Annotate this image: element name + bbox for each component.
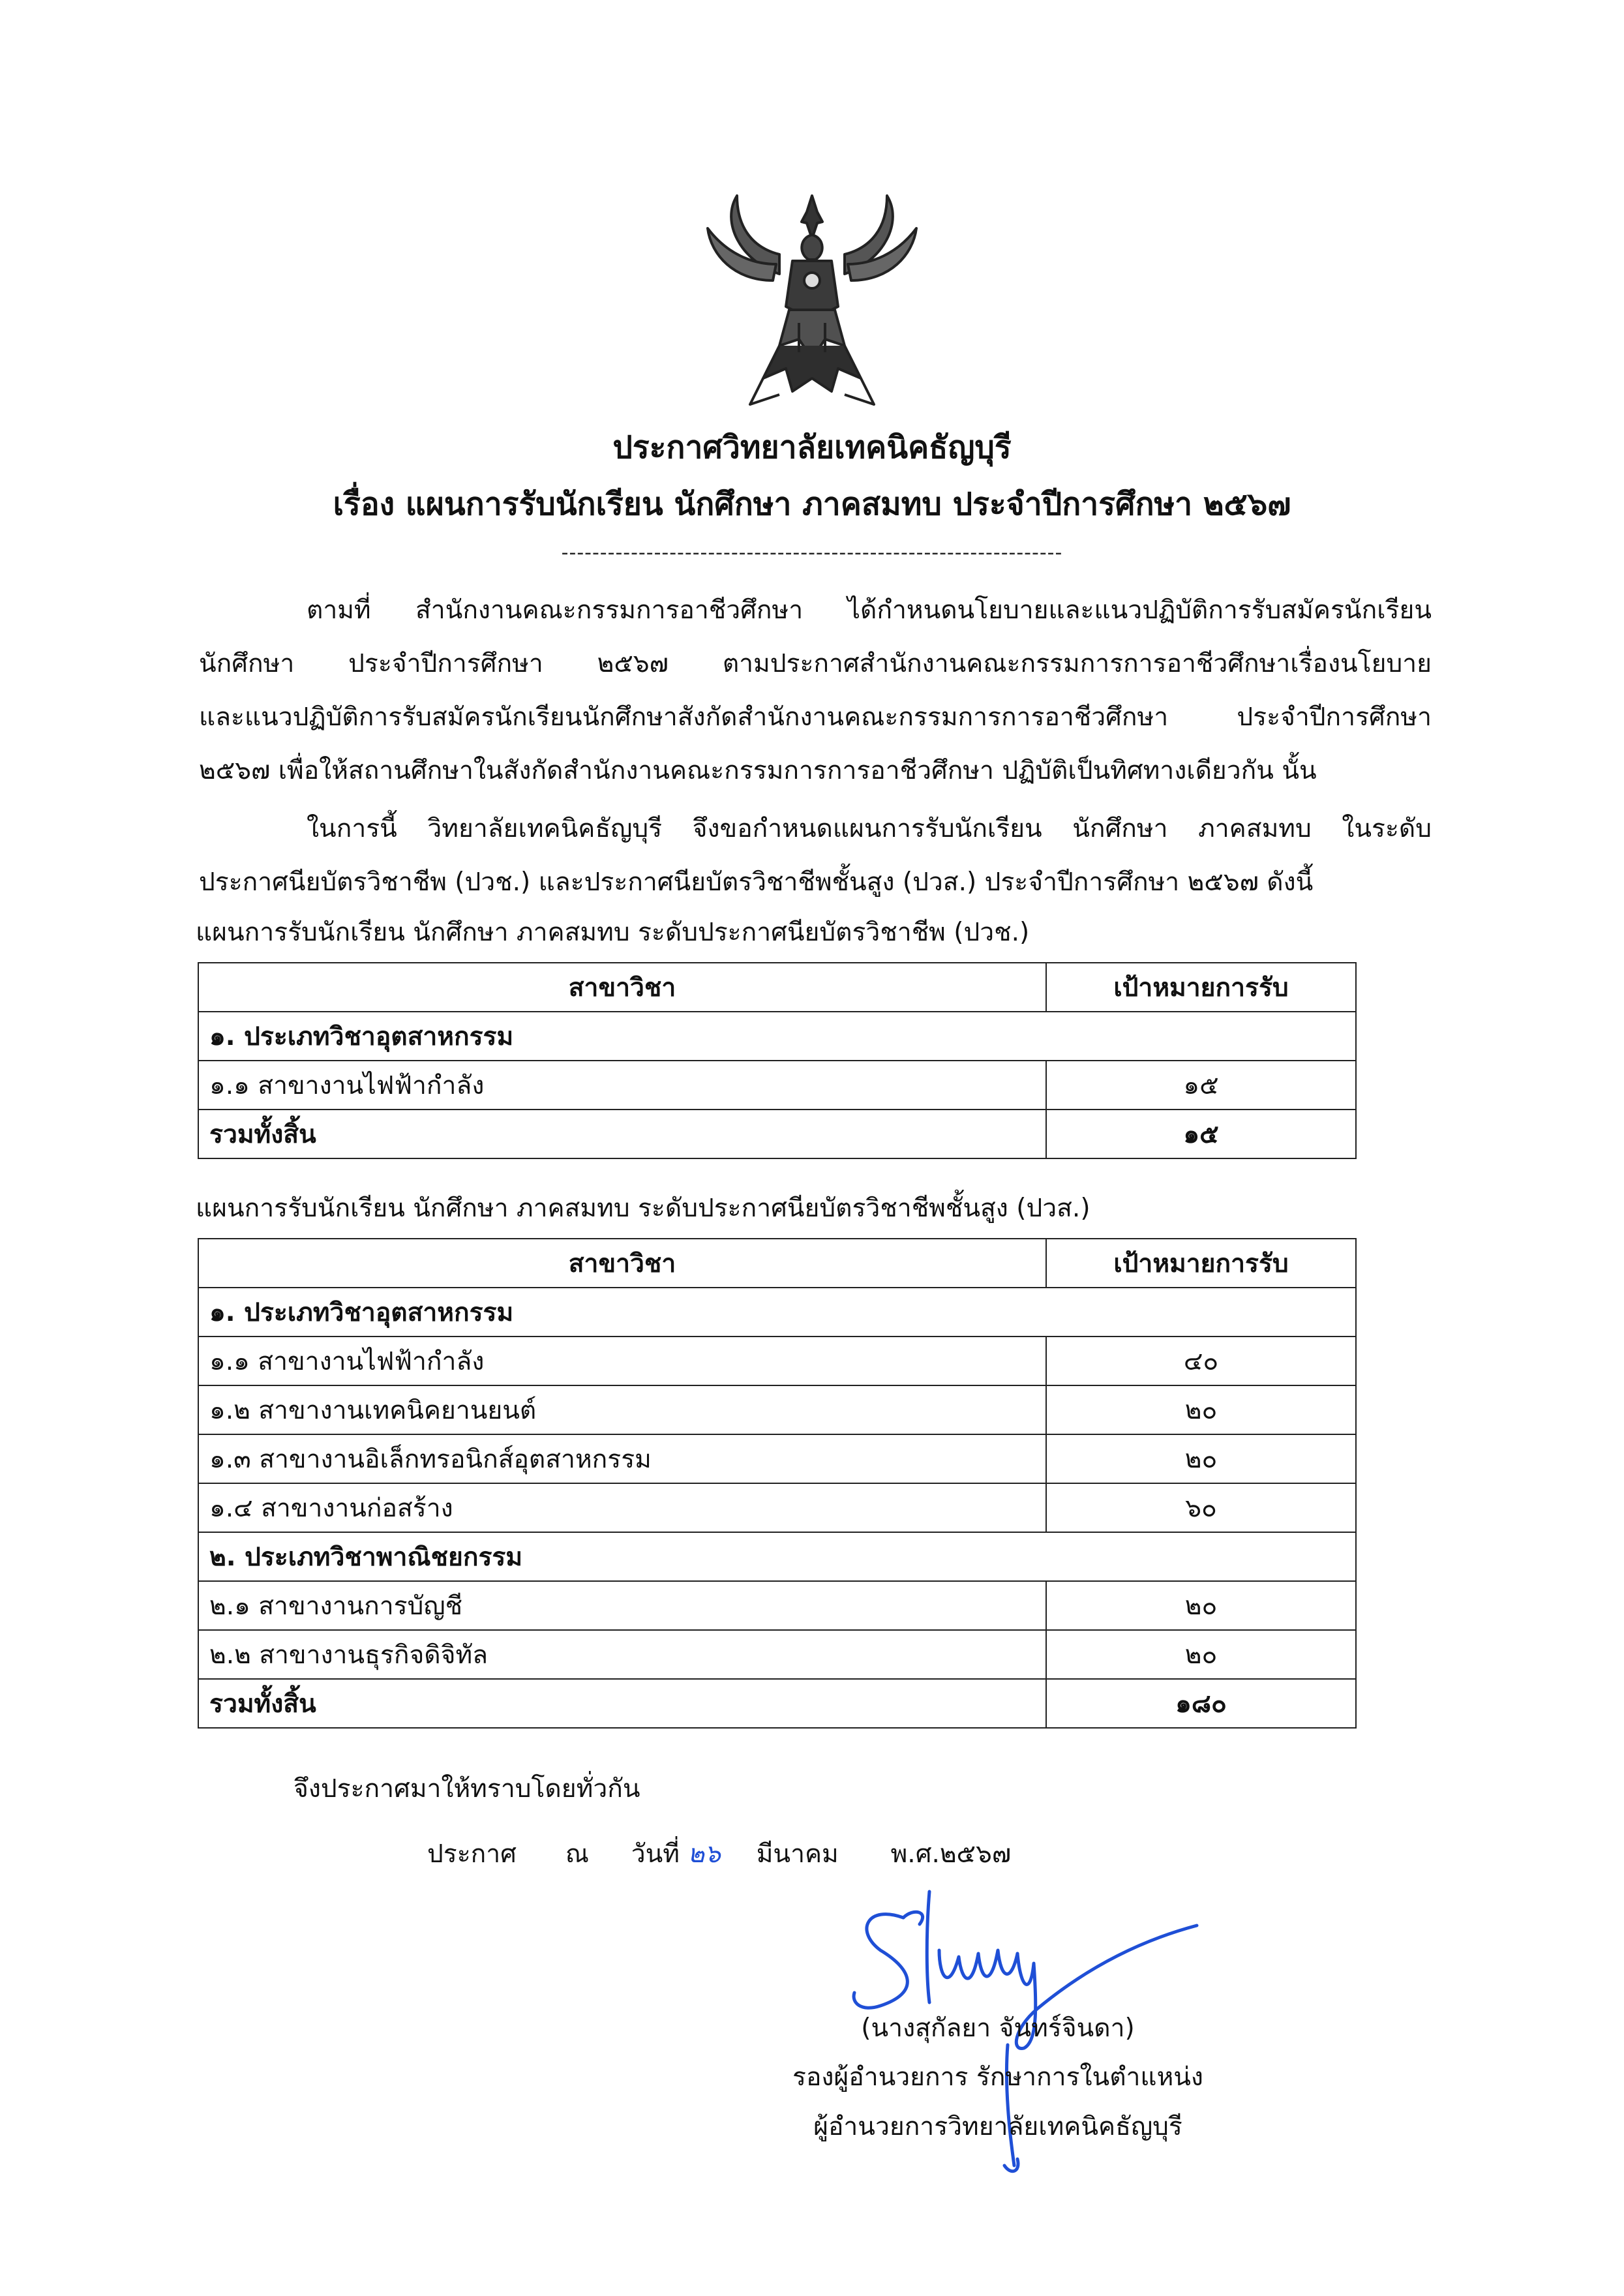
paragraph-line: ในการนี้ วิทยาลัยเทคนิคธัญบุรี จึงขอกำหนดแผนการรับนักเรียน นักศึกษา ภาคสมทบ ในระดับ: [307, 814, 1432, 843]
category-row: ๒. ประเภทวิชาพาณิชยกรรม: [198, 1532, 1356, 1581]
signer-position-1: รองผู้อำนวยการ รักษาการในตำแหน่ง: [792, 2062, 1203, 2092]
signer-position-2: ผู้อำนวยการวิทยาลัยเทคนิคธัญบุรี: [813, 2112, 1182, 2141]
paragraph-line: และแนวปฏิบัติการรับสมัครนักเรียนนักศึกษาสังกัดสำนักงานคณะกรรมการการอาชีวศึกษา ประจำปีการศึกษา: [199, 702, 1432, 732]
total-value: ๑๘๐: [1046, 1679, 1356, 1728]
field-name: ๒.๑ สาขางานการบัญชี: [198, 1581, 1046, 1630]
plan-table-pvc: [198, 962, 1357, 1159]
field-name: ๑.๔ สาขางานก่อสร้าง: [198, 1483, 1046, 1532]
column-header-field: สาขาวิชา: [198, 963, 1046, 1012]
category-row: ๑. ประเภทวิชาอุตสาหกรรม: [198, 1288, 1356, 1337]
target-value: ๒๐: [1046, 1385, 1356, 1434]
target-value: ๖๐: [1046, 1483, 1356, 1532]
plan-table-hvc: [198, 1238, 1357, 1729]
signer-name: (นางสุกัลยา จันทร์จินดา): [861, 2014, 1135, 2043]
total-row: [198, 1110, 1356, 1158]
day-value: ๒๖: [687, 1839, 721, 1869]
announce-date-line: [427, 1838, 1011, 1871]
announce-label: ประกาศ: [427, 1839, 517, 1869]
field-name: ๑.๑ สาขางานไฟฟ้ากำลัง: [198, 1061, 1046, 1110]
page-subject: เรื่อง แผนการรับนักเรียน นักศึกษา ภาคสมทบ ประจำปีการศึกษา ๒๕๖๗: [333, 486, 1291, 522]
table-row: [198, 1061, 1356, 1110]
total-value: ๑๕: [1046, 1110, 1356, 1158]
field-name: ๑.๓ สาขางานอิเล็กทรอนิกส์อุตสาหกรรม: [198, 1434, 1046, 1483]
paragraph-2: [199, 802, 1432, 909]
paragraph-line: นักศึกษา ประจำปีการศึกษา ๒๕๖๗ ตามประกาศสำนักงานคณะกรรมการการอาชีวศึกษาเรื่องนโยบาย: [199, 649, 1432, 678]
column-header-target: เป้าหมายการรับ: [1046, 1239, 1356, 1288]
paragraph-line: ๒๕๖๗ เพื่อให้สถานศึกษาในสังกัดสำนักงานคณะกรรมการการอาชีวศึกษา ปฏิบัติเป็นทิศทางเดียวกัน นั้น: [199, 756, 1317, 785]
total-label: รวมทั้งสิ้น: [198, 1110, 1046, 1158]
table-row: [198, 1483, 1356, 1532]
table1-caption: แผนการรับนักเรียน นักศึกษา ภาคสมทบ ระดับประกาศนียบัตรวิชาชีพ (ปวช.): [196, 918, 1030, 947]
column-header-target: เป้าหมายการรับ: [1046, 963, 1356, 1012]
table2-caption: แผนการรับนักเรียน นักศึกษา ภาคสมทบ ระดับประกาศนียบัตรวิชาชีพชั้นสูง (ปวส.): [196, 1194, 1090, 1223]
day-label: วันที่: [631, 1839, 680, 1869]
total-label: รวมทั้งสิ้น: [198, 1679, 1046, 1728]
garuda-emblem-icon: [701, 183, 923, 417]
table-row: [198, 1434, 1356, 1483]
column-header-field: สาขาวิชา: [198, 1239, 1046, 1288]
field-name: ๑.๑ สาขางานไฟฟ้ากำลัง: [198, 1337, 1046, 1385]
target-value: ๑๕: [1046, 1061, 1356, 1110]
table-row: [198, 1630, 1356, 1679]
total-row: [198, 1679, 1356, 1728]
field-name: ๑.๒ สาขางานเทคนิคยานยนต์: [198, 1385, 1046, 1434]
target-value: ๒๐: [1046, 1630, 1356, 1679]
at-label: ณ: [565, 1839, 589, 1869]
page-title: ประกาศวิทยาลัยเทคนิคธัญบุรี: [612, 429, 1012, 466]
paragraph-line: ตามที่ สำนักงานคณะกรรมการอาชีวศึกษา ได้กำหนดนโยบายและแนวปฏิบัติการรับสมัครนักเรียน: [307, 596, 1432, 625]
target-value: ๒๐: [1046, 1581, 1356, 1630]
separator-line: -----------------------------------------------------------------: [561, 541, 1063, 564]
category-row: ๑. ประเภทวิชาอุตสาหกรรม: [198, 1012, 1356, 1061]
closing-notice: จึงประกาศมาให้ทราบโดยทั่วกัน: [293, 1774, 640, 1804]
target-value: ๒๐: [1046, 1434, 1356, 1483]
target-value: ๔๐: [1046, 1337, 1356, 1385]
paragraph-1: [199, 584, 1432, 798]
month-value: มีนาคม: [756, 1839, 839, 1869]
table-row: [198, 1337, 1356, 1385]
field-name: ๒.๒ สาขางานธุรกิจดิจิทัล: [198, 1630, 1046, 1679]
table-row: [198, 1385, 1356, 1434]
year-value: พ.ศ.๒๕๖๗: [890, 1839, 1012, 1869]
table-row: [198, 1581, 1356, 1630]
paragraph-line: ประกาศนียบัตรวิชาชีพ (ปวช.) และประกาศนียบัตรวิชาชีพชั้นสูง (ปวส.) ประจำปีการศึกษา ๒๕๖๗ ดังนี้: [199, 868, 1314, 897]
